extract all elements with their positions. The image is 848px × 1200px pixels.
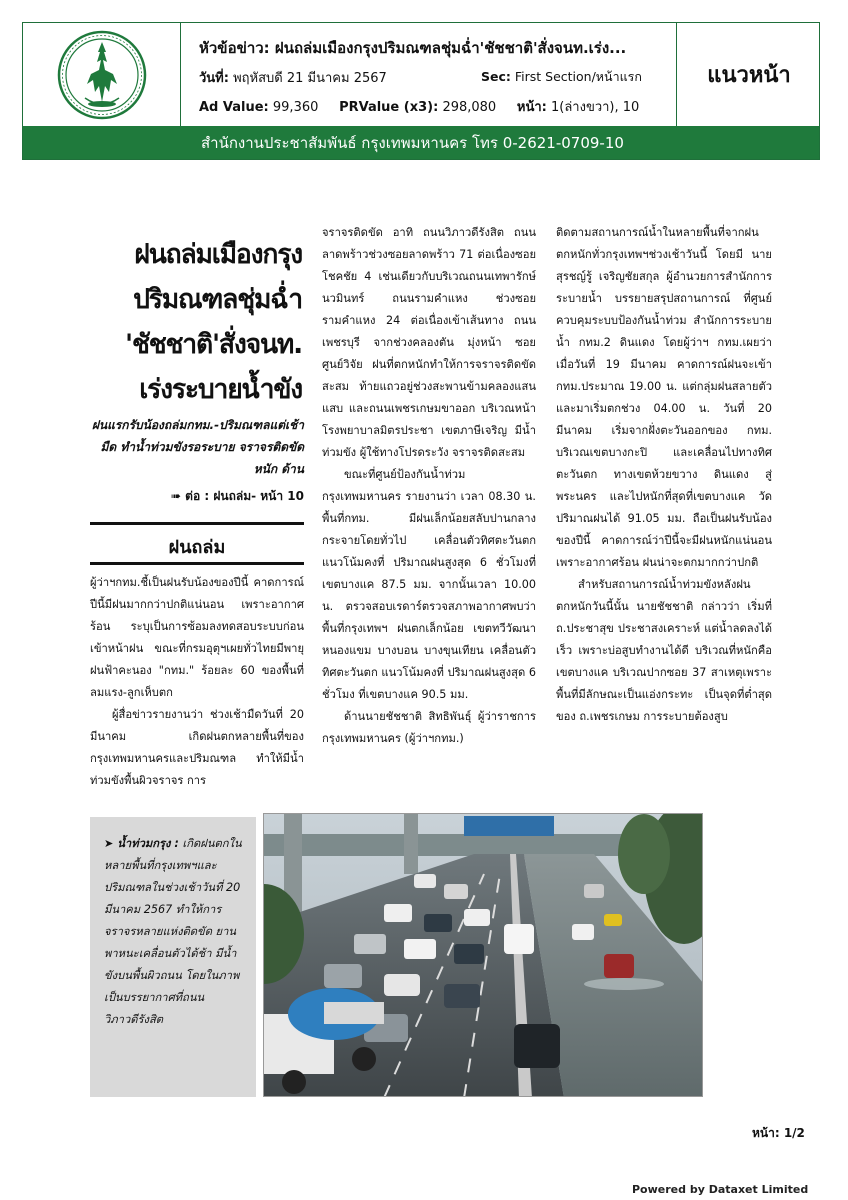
date-label: วันที่: xyxy=(199,71,229,86)
section-label: ฝนถล่ม xyxy=(168,537,226,558)
value-row xyxy=(199,96,639,117)
paragraph: ขณะที่ศูนย์ป้องกันน้ำท่วม กรุงเทพมหานคร รายงานว่า เวลา 08.30 น. พื้นที่กทม. มีฝนเล็กน้อยสลับปานกลางกระจายโดยทั่วไป เคลื่อนตัวทิศตะวันตก แนวโน้มคงที่ ปริมาณฝนสูงสุด 6 ชั่วโมงที่เขตบางแค 87.5 มม. จากนั้นเวลา 10.00 น. ตรวจสอบเรดาร์ตรวจสภาพอากาศพบว่า พื้นที่กรุงเทพฯ ฝนตกเล็กน้อย เขตทวีวัฒนา หนองแขม บางบอน บางขุนเทียน เคลื่อนตัวทิศตะวันตก แนวโน้มคงที่ ปริมาณฝนสูงสุด 6 ชั่วโมง ที่เขตบางแค 90.5 มม. xyxy=(322,468,536,701)
article-column-1 xyxy=(90,572,304,792)
agency-bar xyxy=(23,126,819,159)
headline-value: ฝนถล่มเมืองกรุงปริมณฑลชุ่มฉ่ำ'ชัชชาติ'สั่งจนท.เร่ง... xyxy=(274,39,627,57)
paragraph: ด้านนายชัชชาติ สิทธิพันธุ์ ผู้ว่าราชการกรุงเทพมหานคร (ผู้ว่าฯกทม.) xyxy=(322,710,536,745)
paragraph: จราจรติดขัด อาทิ ถนนวิภาวดีรังสิต ถนนลาดพร้าวช่วงซอยลาดพร้าว 71 ต่อเนื่องซอยโชคชัย 4 เช่นเดียวกับบริเวณถนนเทพารักษ์นวมินทร์ ถนนรามคำแหง ช่วงซอยรามคำแหง 24 ต่อเนื่องเข้าเส้นทาง ถนนเพชรบุรี จากช่วงคลองตัน มุ่งหน้า ซอยศูนย์วิจัย ฝนที่ตกหนักทำให้การจราจรติดขัดสะสม ท้ายแถวอยู่ช่วงสะพานข้ามคลองแสนแสบ และถนนเพชรเกษมขาออก บริเวณหน้าโรงพยาบาลมิตรประชา เขตภาษีเจริญ มีน้ำท่วมขัง ผู้ใช้ทางโปรดระวัง จราจรติดสะสม xyxy=(322,226,536,459)
ad-value: 99,360 xyxy=(272,100,319,115)
divider-top xyxy=(90,522,304,525)
ad-label: Ad Value: xyxy=(199,100,269,115)
paragraph: ผู้สื่อข่าวรายงานว่า ช่วงเช้ามืดวันที่ 20 มีนาคม เกิดฝนตกหลายพื้นที่ของกรุงเทพมหานครและปริมณฑล ทำให้มีน้ำท่วมขังพื้นผิวจราจร การ xyxy=(90,708,304,787)
divider-bottom xyxy=(90,562,304,565)
photo-caption xyxy=(90,817,256,1097)
date-value: พฤหัสบดี 21 มีนาคม 2567 xyxy=(233,71,387,86)
clipping-info xyxy=(181,23,677,126)
caption-text: เกิดฝนตกในหลายพื้นที่กรุงเทพฯและปริมณฑลในช่วงเช้าวันที่ 20 มีนาคม 2567 ทำให้การจราจรหลายแห่งติดขัด ยานพาหนะเคลื่อนตัวได้ช้า มีน้ำขังบนพื้นผิวถนน โดยในภาพเป็นบรรยากาศที่ถนนวิภาวดีรังสิต xyxy=(104,837,242,1026)
pr-value: 298,080 xyxy=(442,100,497,115)
article-headline: ฝนถล่มเมืองกรุง ปริมณฑลชุ่มฉ่ำ 'ชัชชาติ'สั่งจนท. เร่งระบายน้ำขัง xyxy=(125,239,302,405)
agency-text: สำนักงานประชาสัมพันธ์ กรุงเทพมหานคร โทร 0-2621-0709-10 xyxy=(201,133,624,152)
sec-value: First Section/หน้าแรก xyxy=(514,69,642,84)
powered-by: Powered by Dataxet Limited xyxy=(632,1183,809,1196)
headline-row xyxy=(199,36,626,60)
section-row xyxy=(481,67,642,87)
caption-title: ➤ น้ำท่วมกรุง : xyxy=(104,837,179,850)
pr-label: PRValue (x3): xyxy=(339,100,439,115)
article-subhead: ฝนแรกรับน้องถล่มกทม.-ปริมณฑลแต่เช้ามืด ทำน้ำท่วมขังรอระบาย จราจรติดขัดหนัก ด้าน xyxy=(91,418,304,476)
headline-label: หัวข้อข่าว: xyxy=(199,39,270,57)
page-value: 1(ล่างขวา), 10 xyxy=(550,100,640,115)
page-indicator: หน้า: 1/2 xyxy=(752,1126,805,1140)
page-label: หน้า: xyxy=(516,100,547,115)
flooded-road-image xyxy=(264,814,703,1097)
paragraph: ติดตามสถานการณ์น้ำในหลายพื้นที่จากฝนตกหนักทั่วกรุงเทพฯช่วงเช้าวันนี้ โดยมี นายสุรชญ์รู้ เจริญชัยสกุล ผู้อำนวยการสำนักการระบายน้ำ บรรยายสรุปสถานการณ์ ที่ศูนย์ควบคุมระบบป้องกันน้ำท่วม สำนักการระบายน้ำ กทม.2 ดินแดง โดยผู้ว่าฯ กทม.เผยว่า เมื่อวันที่ 19 มีนาคม คาดการณ์ฝนจะเข้า กทม.ประมาณ 19.00 น. แต่กลุ่มฝนสลายตัวและมาเริ่มตกช่วง 04.00 น. วันที่ 20 มีนาคม เริ่มจากฝั่งตะวันออกของ กทม. บริเวณเขตบางกะปิ และเคลื่อนไปทางทิศตะวันตก ทางเขตห้วยขวาง ดินแดง สู่พระนคร และไปหนักที่สุดที่เขตบางแค วัดปริมาณฝนได้ 91.05 มม. ถือเป็นฝนรับน้องของปีนี้ คาดการณ์ว่าปีนี้จะมีฝนหนักแน่นอน เพราะอากาศร้อน ฝนน่าจะตกมากกว่าปกติ xyxy=(556,226,772,569)
bma-seal xyxy=(23,23,181,126)
sec-label: Sec: xyxy=(481,69,511,84)
article-column-3 xyxy=(556,222,772,728)
flooded-road-photo xyxy=(263,813,703,1097)
paragraph: ผู้ว่าฯกทม.ชี้เป็นฝนรับน้องของปีนี้ คาดการณ์ปีนี้มีฝนมากกว่าปกติแน่นอน เพราะอากาศร้อน ระบุเป็นการซ้อมลงทดสอบระบบก่อนเข้าหน้าฝน ขณะที่กรมอุตุฯเผยทั่วไทยมีพายุฝนฟ้าคะนอง "กทม." ร้อยละ 60 ของพื้นที่ ลมแรง-ลูกเห็บตก xyxy=(90,576,304,699)
bma-seal-icon xyxy=(57,30,147,120)
date-row xyxy=(199,67,387,88)
article-column-2 xyxy=(322,222,536,750)
paragraph: สำหรับสถานการณ์น้ำท่วมขังหลังฝนตกหนักวันนี้นั้น นายชัชชาติ กล่าวว่า เริ่มที่ถ.ประชาสุข ประชาสงเคราะห์ แต่น้ำลดลงได้เร็ว เพราะบ่อสูบทำงานได้ดี บริเวณที่หนักคือเขตบางแค บริเวณปากซอย 37 สาเหตุเพราะพื้นที่มีลักษณะเป็นแอ่งกระทะ เป็นจุดที่ต่ำสุดของ ถ.เพชรเกษม การระบายต้องสูบ xyxy=(556,578,772,723)
newspaper-name: แนวหน้า xyxy=(707,63,791,88)
clipping-header xyxy=(22,22,820,160)
continue-note: ➠ ต่อ : ฝนถล่ม- หน้า 10 xyxy=(170,489,304,503)
